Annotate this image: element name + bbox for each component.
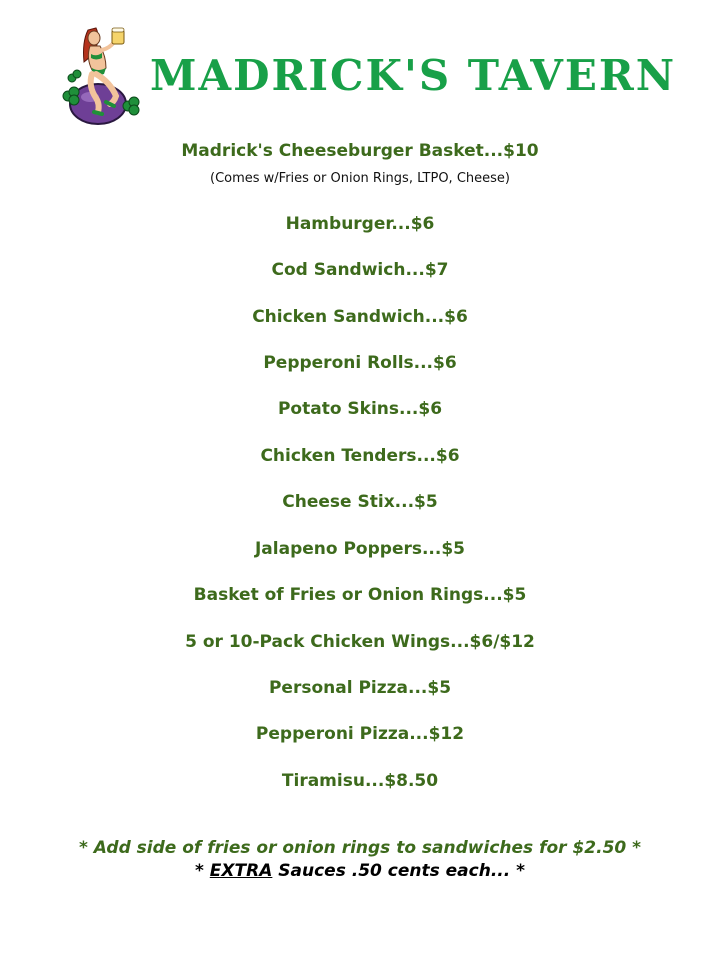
sauce-prefix: * [194,861,210,881]
featured-item-note: (Comes w/Fries or Onion Rings, LTPO, Cheese) [210,171,510,186]
menu-item: Basket of Fries or Onion Rings...$5 [193,585,527,605]
menu-item: Personal Pizza...$5 [268,678,452,698]
leprechaun-girl-on-pot-icon [62,22,144,128]
side-upgrade-note: * Add side of fries or onion rings to sandwiches for $2.50 * [78,838,642,858]
menu-item: Chicken Tenders...$6 [260,446,460,466]
menu-item: Pepperoni Rolls...$6 [263,353,457,373]
page-title: MADRICK'S TAVERN [150,51,677,100]
featured-menu-item: Madrick's Cheeseburger Basket...$10 [181,141,539,161]
sauce-suffix: Sauces .50 cents each... * [272,861,526,881]
extra-sauces-note [0,860,720,882]
extra-emphasis: EXTRA [209,861,273,881]
menu-item: Tiramisu...$8.50 [281,771,439,791]
menu-item: Cod Sandwich...$7 [271,260,449,280]
menu-item: Chicken Sandwich...$6 [252,307,468,327]
menu-item: Hamburger...$6 [285,214,435,234]
menu-item: Potato Skins...$6 [277,399,443,419]
menu-item: Cheese Stix...$5 [282,492,438,512]
menu-item: 5 or 10-Pack Chicken Wings...$6/$12 [185,632,535,652]
menu-item: Pepperoni Pizza...$12 [255,724,465,744]
menu-item: Jalapeno Poppers...$5 [254,539,466,559]
